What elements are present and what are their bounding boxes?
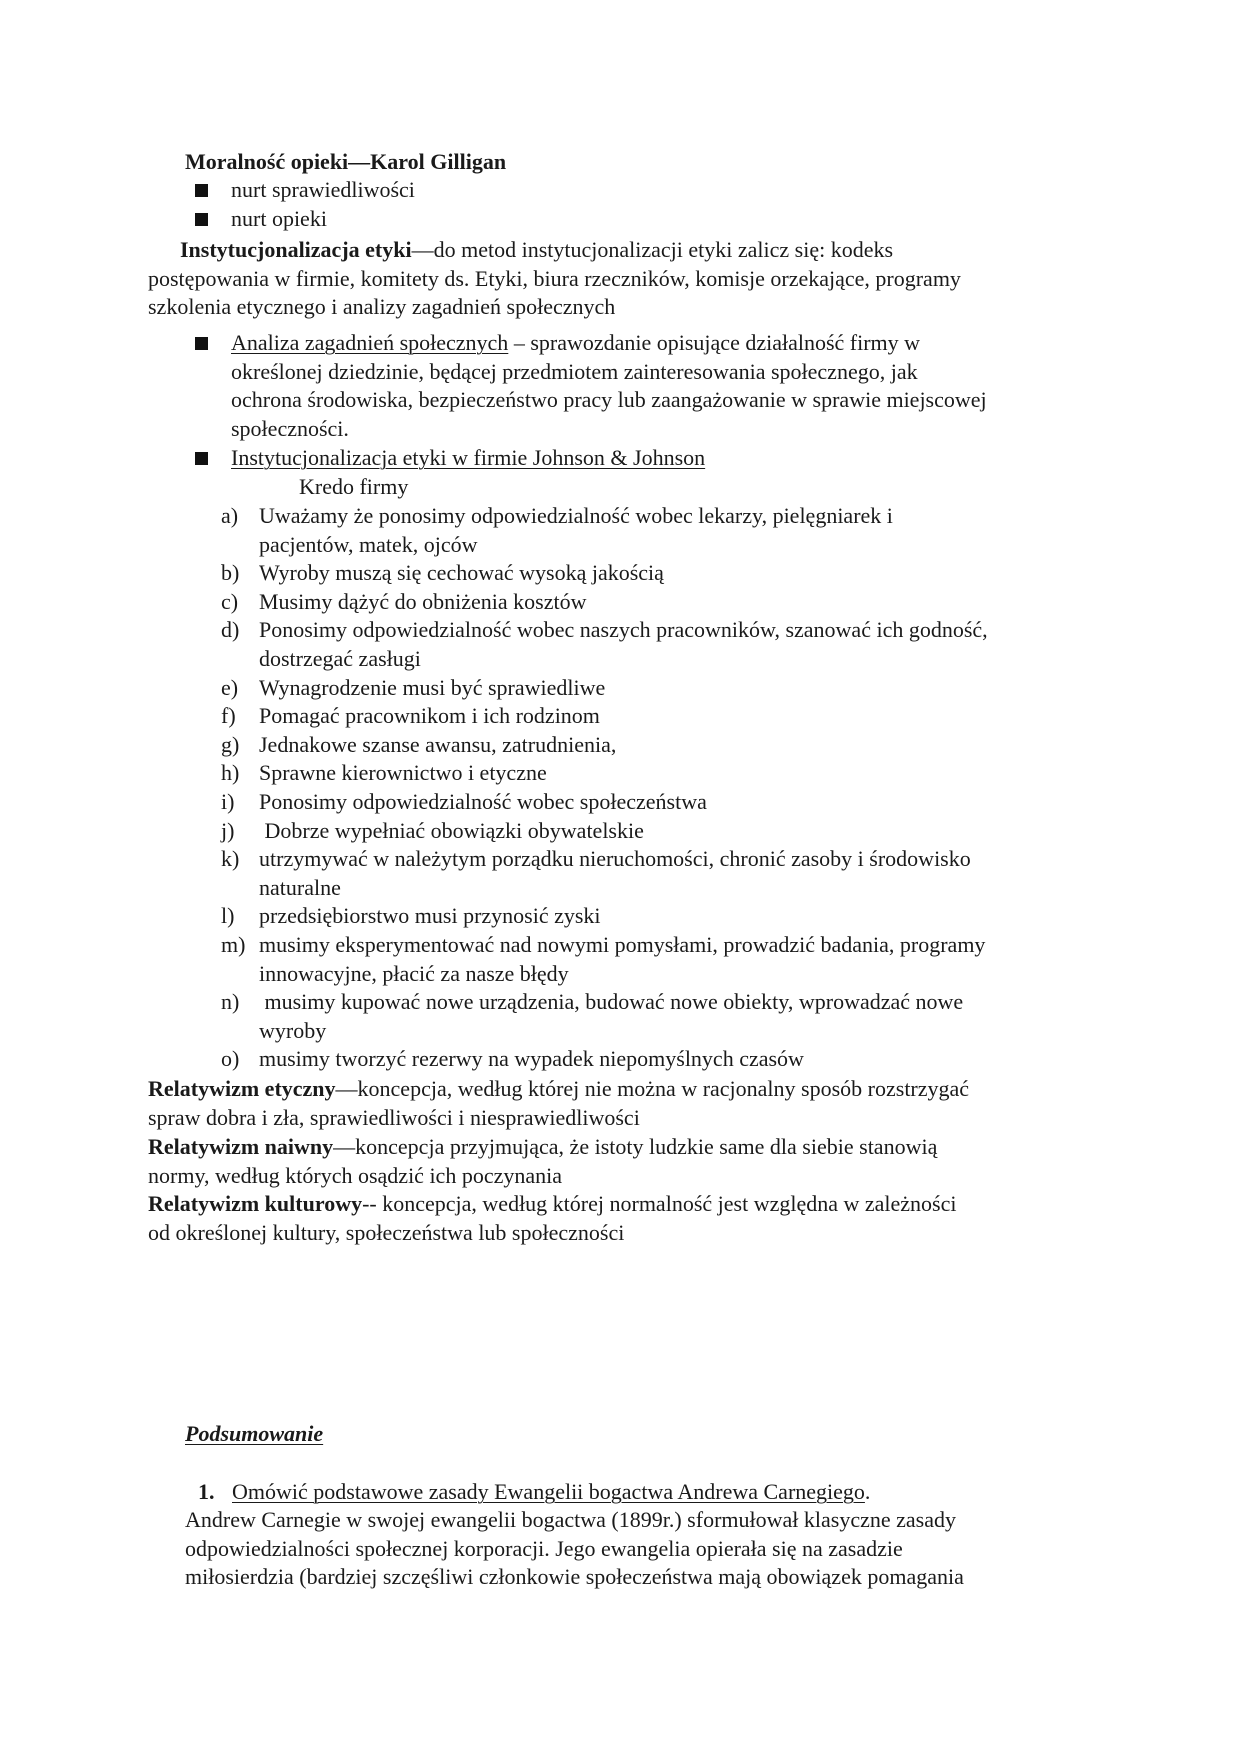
square-bullet-icon — [195, 337, 208, 350]
list-marker: d) — [221, 617, 240, 643]
square-bullet-icon — [195, 184, 208, 197]
list-item-line: Ponosimy odpowiedzialność wobec społeczeństwa — [259, 789, 707, 814]
paragraph-text: od określonej kultury, społeczeństwa lub społeczności — [148, 1219, 625, 1245]
list-item-line: innowacyjne, płacić za nasze błędy — [259, 960, 569, 986]
paragraph-text: normy, według których osądzić ich poczynania — [148, 1162, 562, 1188]
list-item-text — [259, 502, 893, 559]
heading-moralnosc-opieki: Moralność opieki—Karol Gilligan — [185, 149, 507, 174]
paragraph-text: —do metod instytucjonalizacji etyki zalicz się: kodeks — [411, 237, 894, 262]
bullet-text: nurt opieki — [231, 206, 327, 231]
list-item-line: Wynagrodzenie musi być sprawiedliwe — [259, 674, 606, 700]
list-item-line: Wyroby muszą się cechować wysoką jakością — [259, 560, 664, 586]
credo-subtitle: Kredo firmy — [299, 473, 409, 499]
paragraph-text: odpowiedzialności społecznej korporacji. Jego ewangelia opierała się na zasadzie — [185, 1535, 903, 1561]
paragraph-text: postępowania w firmie, komitety ds. Etyki, biura rzeczników, komisje orzekające, programy — [148, 265, 961, 291]
list-item-text — [259, 759, 547, 788]
list-marker: h) — [221, 760, 240, 786]
list-marker: n) — [221, 989, 240, 1015]
list-item-line: Sprawne kierownictwo i etyczne — [259, 760, 547, 786]
question-text: Omówić podstawowe zasady Ewangelii bogactwa Andrewa Carnegiego — [232, 1479, 865, 1504]
list-item-text — [259, 931, 985, 988]
paragraph-text: spraw dobra i zła, sprawiedliwości i niesprawiedliwości — [148, 1104, 640, 1130]
list-item-line: Pomagać pracownikom i ich rodzinom — [259, 703, 600, 729]
paragraph-text: —koncepcja, według której nie można w racjonalny sposób rozstrzygać — [335, 1076, 970, 1101]
list-marker: e) — [221, 674, 239, 700]
list-item-text — [259, 845, 971, 902]
question-number: 1. — [198, 1479, 215, 1504]
list-item-line: dostrzegać zasługi — [259, 645, 421, 671]
paragraph-carnegie — [185, 1506, 964, 1592]
paragraph-text: społeczności. — [231, 415, 349, 441]
list-marker: g) — [221, 731, 240, 757]
list-item-text — [259, 559, 664, 588]
list-item-text — [259, 1045, 804, 1074]
paragraph-instytucjonalizacja — [148, 236, 961, 322]
heading-podsumowanie — [185, 1420, 323, 1449]
list-item-line: Musimy dążyć do obniżenia kosztów — [259, 588, 587, 614]
list-item-line: musimy kupować nowe urządzenia, budować nowe obiekty, wprowadzać nowe — [259, 989, 964, 1015]
paragraph-text: miłosierdzia (bardziej szczęśliwi członkowie społeczeństwa mają obowiązek pomagania — [185, 1564, 964, 1590]
paragraph-relatywizm-kulturowy — [148, 1190, 956, 1247]
list-item-line: naturalne — [259, 874, 341, 900]
paragraph-text: -- koncepcja, według której normalność jest względna w zależności — [362, 1191, 957, 1216]
list-item-line: Jednakowe szanse awansu, zatrudnienia, — [259, 731, 617, 757]
square-bullet-icon — [195, 213, 208, 226]
list-item-line: Uważamy że ponosimy odpowiedzialność wobec lekarzy, pielęgniarek i — [259, 503, 893, 528]
list-marker: l) — [221, 903, 235, 929]
paragraph-text: Andrew Carnegie w swojej ewangelii bogactwa (1899r.) sformułował klasyczne zasady — [185, 1507, 956, 1532]
term-bold: Relatywizm kulturowy — [148, 1191, 363, 1216]
term-bold: Instytucjonalizacja etyki — [180, 237, 412, 262]
list-item-text — [259, 731, 616, 760]
list-item-line: wyroby — [259, 1017, 327, 1043]
list-marker: c) — [221, 588, 239, 614]
list-item-text — [259, 702, 600, 731]
list-item-text — [259, 674, 605, 703]
paragraph-relatywizm-naiwny — [148, 1133, 937, 1190]
list-marker: i) — [221, 789, 235, 814]
list-item-text — [259, 902, 601, 931]
paragraph-text: szkolenia etycznego i analizy zagadnień społecznych — [148, 294, 616, 320]
list-marker: a) — [221, 503, 239, 528]
list-item-line: Dobrze wypełniać obowiązki obywatelskie — [259, 817, 644, 843]
question-1 — [198, 1478, 870, 1507]
list-item-line: musimy tworzyć rezerwy na wypadek niepomyślnych czasów — [259, 1046, 804, 1072]
list-item-text — [259, 988, 963, 1045]
list-item-line: utrzymywać w należytym porządku nieruchomości, chronić zasoby i środowisko — [259, 846, 971, 872]
paragraph-text: —koncepcja przyjmująca, że istoty ludzkie same dla siebie stanowią — [333, 1134, 938, 1159]
term-bold: Relatywizm naiwny — [148, 1134, 334, 1159]
list-item-text — [259, 817, 644, 846]
list-item-text — [259, 588, 587, 617]
list-item-line: musimy eksperymentować nad nowymi pomysłami, prowadzić badania, programy — [259, 932, 986, 957]
list-marker: o) — [221, 1046, 240, 1072]
bullet-johnson — [231, 444, 705, 501]
list-item-line: Ponosimy odpowiedzialność wobec naszych pracowników, szanować ich godność, — [259, 617, 988, 643]
list-marker: b) — [221, 560, 240, 586]
list-marker: j) — [221, 817, 235, 843]
list-marker: m) — [221, 932, 246, 957]
bullet-text: nurt sprawiedliwości — [231, 177, 415, 202]
paragraph-text: ochrona środowiska, bezpieczeństwo pracy lub zaangażowanie w sprawie miejscowej — [231, 387, 987, 413]
question-end: . — [864, 1479, 871, 1504]
list-item-line: pacjentów, matek, ojców — [259, 531, 478, 557]
heading-text: Podsumowanie — [185, 1421, 324, 1446]
paragraph-text: określonej dziedzinie, będącej przedmiotem zainteresowania społecznego, jak — [231, 358, 918, 384]
square-bullet-icon — [195, 452, 208, 465]
term-bold: Relatywizm etyczny — [148, 1076, 336, 1101]
bullet-analiza — [231, 329, 987, 443]
underlined-term: Analiza zagadnień społecznych — [231, 330, 509, 355]
list-marker: f) — [221, 703, 236, 729]
list-item-text — [259, 616, 988, 673]
list-item-line: przedsiębiorstwo musi przynosić zyski — [259, 903, 601, 929]
paragraph-relatywizm-etyczny — [148, 1075, 969, 1132]
paragraph-text: – sprawozdanie opisujące działalność firmy w — [508, 330, 921, 355]
list-item-text — [259, 788, 707, 817]
list-marker: k) — [221, 846, 240, 872]
underlined-term: Instytucjonalizacja etyki w firmie Johnson & Johnson — [231, 445, 706, 470]
